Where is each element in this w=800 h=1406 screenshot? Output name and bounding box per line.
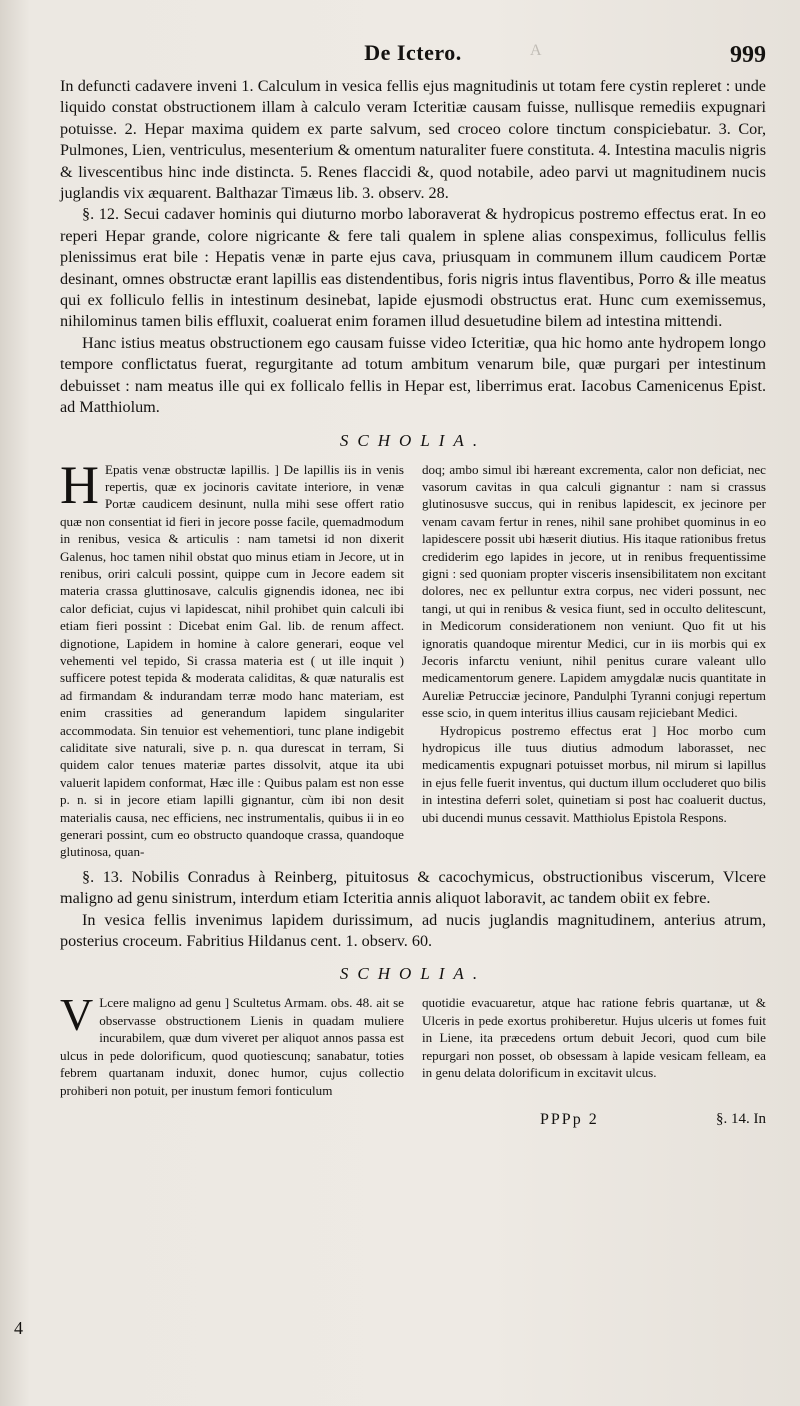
scholia2-right-column (422, 994, 766, 1098)
drop-cap-2: V (60, 989, 94, 1041)
bleed-through-mark: A (530, 42, 542, 59)
page-number: 999 (730, 42, 766, 68)
corner-mark: 4 (14, 1318, 23, 1338)
observation-13-finding: In vesica fellis invenimus lapidem durissimum, ad nucis juglandis magnitudinem, anterius atrum, posterius croceum. Fabritius Hildanus cent. 1. observ. 60. (60, 910, 766, 951)
scholia-left-column (60, 454, 404, 861)
observation-12-conclusion: Hanc istius meatus obstructionem ego causam fuisse video Icteritiæ, qua hic homo ante hydropem longo tempore conflictatus fuerat, regurgitante ad totum ambitum venarum bile, quæ purgari per intestinum debuisset : nam meatus ille qui ex follicalo fellis in Hepar est, liberrimus erat. Iacobus Camenicenus Epist. ad Matthiolum. (60, 333, 766, 417)
running-title: De Ictero. (364, 40, 462, 65)
scholia2-left-text: Lcere maligno ad genu ] Scultetus Armam. obs. 48. ait se observasse obstructionem Lienis in quadam muliere incurabilem, quæ dum viveret per aliquot annos passa est ulcus in pede dolorificum, quod quotiescunq; sanabatur, toties febrem quartanam induxit, donec humor, cujus collectio prohiberi non potuit, per inustum femori fonticulum (60, 995, 404, 1098)
scholia-columns-2 (60, 989, 766, 1098)
scholia-right-column (422, 461, 766, 861)
catchword: §. 14. In (716, 1110, 766, 1127)
page-header (60, 40, 766, 76)
scholia-columns (60, 454, 766, 861)
scholia-left-text: Epatis venæ obstructæ lapillis. ] De lapillis iis in venis repertis, quæ ex jocinoris cavitate interiore, in venæ Portæ caudicem desinunt, nulla mihi sese offert ratio quæ non consentiat id fieri in jecore posse facile, quemadmodum in renibus, vesica & articulis : nam tametsi id non dixerit Galenus, hoc tamen nihil obstat quo minus etiam in Jecore, ut in renibus, oriri calculi possint, quippe cum in Jecore eadem sit materia crassa gluttinosave, calculis gignendis idonea, nec ibi calor deficiat, cujus vi lapidescat, nihil prohibet quin calculi ibi etiam fieri possint : Dicebat enim Gal. lib. de renum affect. dignotione, Lapidem in homine à calore generari, eoque vel vehementi vel tepido, Si crassa materia est ( ut ille inquit ) sufficere potest tepida & moderata caliditas, & quæ naturalis est ad firmandam & indurandam terræ modo hanc materiam, est enim crassities ad generandum lapidem singulariter accommodata. Sin tenuior est vehementiori, tunc plane indigebit caliditate sive naturali, sive p. n. qua durescat in terram, Si quidem calor tenues materiæ partes dissolvit, atque ita ubi valuerit lapidem conformat, Hæc ille : Quibus palam est non esse p. n. si in jecore etiam lapilli gignantur, cùm ibi non desit materialis causa, nec efficiens, nec instrumentalis, quibus ii in eo generari possint, cum eo obstructo quandoque crassa, quandoque glutinosa, quan- (60, 461, 404, 860)
observation-11-text: In defuncti cadavere inveni 1. Calculum in vesica fellis ejus magnitudinis ut totam fere cystin repleret : unde liquido constat obstructionem illam à calculo veram Icteritiæ causam fuisse, nullisque remediis expugnari potuisse. 2. Hepar maxima quidem ex parte salvum, sed croceo colore tinctum conspiciebatur. 3. Cor, Pulmones, Lien, ventriculus, mesenterium & omentum naturaliter fuere constituta. 4. Intestina maculis nigris & livescentibus hinc inde distincta. 5. Renes flaccidi &, quod notabile, adeo parvi ut magnitudinem nucis juglandis vix æquarent. Balthazar Timæus lib. 3. observ. 28. (60, 77, 766, 203)
scholia2-left-column (60, 989, 404, 1098)
signature-mark: PPPp 2 (540, 1110, 599, 1128)
scholia2-right-text: quotidie evacuaretur, atque hac ratione febris quartanæ, ut & Ulceris in pede exortus prohiberetur. Hujus ulceris ut fomes fuit in Liene, ita præcedens ortum debuit Jecori, quod cum bile repurgari non posset, ob obsessam à lapide vesicam felleam, ea in genu delata dolorificum in excitavit ulcus. (422, 995, 766, 1081)
scholia-heading-2: SCHOLIA. (339, 964, 487, 984)
observation-13-text: §. 13. Nobilis Conradus à Reinberg, pituitosus & cacochymicus, obstructionibus viscerum, Vlcere maligno ad genu sinistrum, interdum etiam Icteritia annis aliquot laboravit, ac tandem obiit ex febre. (60, 867, 766, 908)
page-footer (60, 1111, 766, 1145)
scholia-heading: SCHOLIA. (339, 430, 487, 450)
observation-12-text: §. 12. Secui cadaver hominis qui diuturno morbo laboraverat & hydropicus postremo effectus erat. In eo reperi Hepar grande, colore nigricante & fere tali qualem in splene alias conspeximus, folliculus fellis plenissimus erat bile : Hepatis venæ in parte ejus cava, priusquam in communem illum caudicem Portæ desinant, omnes obstructæ erant lapillis eas distendentibus, foris nigris intus flaventibus, Porro & ille meatus qui ex folliculo fellis in intestinum desinebat, lapide ejusmodi obstructus erat. Hunc cum exemissemus, nihilominus tamen bilis effluxit, coaluerat enim foramen illud desuetudine bilem ad intestina mittendi. (60, 205, 766, 331)
drop-cap: H (60, 454, 99, 515)
scholia-right-note: Hydropicus postremo effectus erat ] Hoc morbo cum hydropicus ille tuus diutius admodum laborasset, nec medicamentis expugnari potuisset morbus, nil mirum si lapillus in ejus felle fuerit inventus, qui ductum illum occluderet quo bilis in intestina deferri solet, quinetiam si post hac coaluerit ductus, ubi ducendi munus cessavit. Matthiolus Epistola Respons. (422, 722, 766, 825)
scholia-right-text: doq; ambo simul ibi hæreant excrementa, calor non deficiat, nec vasorum cavitas in qua calculi gignantur : nam si crassus glutinosusve succus, qui in renibus lapidescit, ex jecinore per venam cavam fertur in renes, nihil sane prohibet quominus in eo lapidescere possit ubi hæserit diutius. His itaque rationibus fretus crediderim ego lapides in jecore, ut in renibus frequentissime gigni : sed quoniam propter visceris insensibilitatem non excitant dolores, nec ex pelluntur extra corpus, nec videri possunt, nec tangi, ut qui in renibus & vesica fiunt, sed in occulto delitescunt, in Medicorum considerationem non veniunt. Quo fit ut his ignoratis quandoque mirentur Medici, cur in iis morbis qui ex Jecoris infarctu veniunt, nihil penitus curare valeant ullo medicamentorum genere. Lapidem amygdalæ nucis quantitate in Aureliæ Petrucciæ jecinore, Pandulphi Tyranni conjugi repertum esse scio, in quem interitus illius causam rejiciebant Medici. (422, 461, 766, 721)
